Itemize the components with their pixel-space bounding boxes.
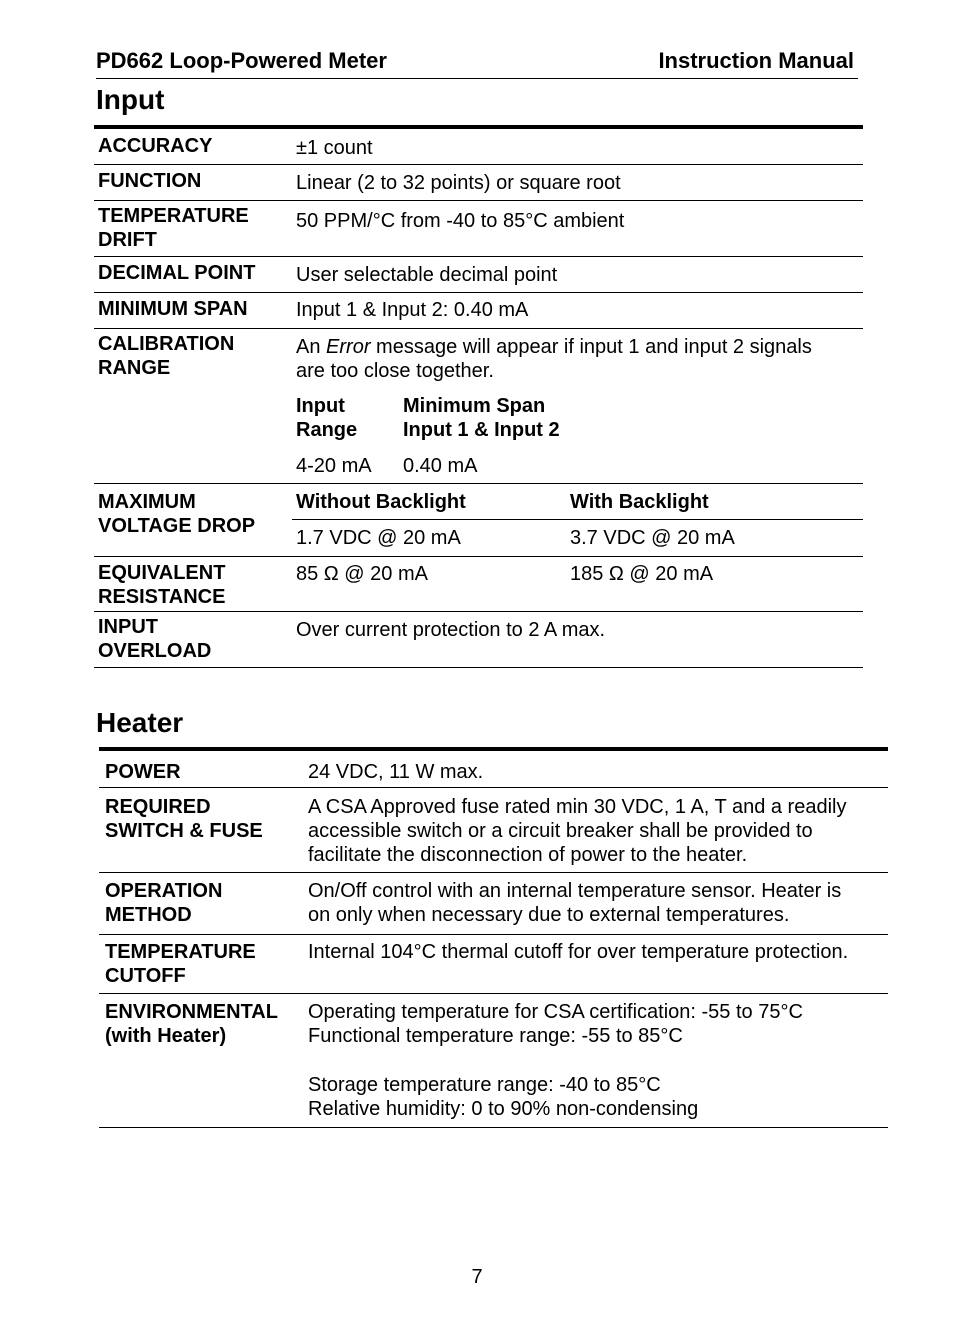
- doc-title: PD662 Loop-Powered Meter: [96, 48, 387, 73]
- input-section-title: Input: [96, 84, 165, 115]
- header-line: Input 1 & Input 2: [403, 419, 560, 441]
- label-line: RESISTANCE: [98, 586, 226, 608]
- text-line: Relative humidity: 0 to 90% non-condensing: [308, 1098, 699, 1120]
- label-minimum-span: MINIMUM SPAN: [98, 298, 248, 320]
- label-line: VOLTAGE DROP: [98, 515, 256, 537]
- heater-section-title: Heater: [96, 707, 184, 738]
- value-operation-method: [308, 879, 841, 927]
- label-switch-fuse: [105, 795, 263, 843]
- label-line: OPERATION: [105, 880, 223, 902]
- row-max-voltage-drop: [94, 484, 863, 557]
- col-header-without-backlight: Without Backlight: [296, 491, 466, 513]
- label-line: MAXIMUM: [98, 491, 196, 513]
- doc-type: Instruction Manual: [658, 48, 854, 73]
- label-line: EQUIVALENT: [98, 562, 226, 584]
- label-accuracy: ACCURACY: [98, 135, 213, 157]
- row-calibration-range: [94, 329, 863, 484]
- value-resistance-with: 185 Ω @ 20 mA: [570, 563, 714, 585]
- text-line: On/Off control with an internal temperature sensor. Heater is: [308, 880, 842, 902]
- text-line: Storage temperature range: -40 to 85°C: [308, 1074, 661, 1096]
- text-line: facilitate the disconnection of power to the heater.: [308, 844, 748, 866]
- label-environmental: [105, 1000, 278, 1048]
- row-environmental: [99, 994, 888, 1128]
- text-line: Functional temperature range: -55 to 85°C: [308, 1025, 683, 1047]
- col-header-input-range: [296, 394, 357, 442]
- row-function: [94, 165, 863, 201]
- row-switch-fuse: [99, 788, 888, 873]
- label-line: CALIBRATION: [98, 333, 235, 355]
- cell-minimum-span: 0.40 mA: [403, 455, 478, 477]
- value-power: 24 VDC, 11 W max.: [308, 761, 484, 783]
- label-function: FUNCTION: [98, 170, 202, 192]
- label-line: (with Heater): [105, 1025, 227, 1047]
- calibration-note-line1: [296, 335, 812, 359]
- row-decimal-point: [94, 257, 863, 293]
- label-line: RANGE: [98, 357, 171, 379]
- label-power: POWER: [105, 761, 181, 783]
- page-number: 7: [471, 1266, 483, 1288]
- cell-input-range: 4-20 mA: [296, 455, 372, 477]
- label-line: METHOD: [105, 904, 192, 926]
- header-line: Range: [296, 419, 358, 441]
- row-temperature-drift: [94, 201, 863, 257]
- row-accuracy: [94, 129, 863, 165]
- row-minimum-span: [94, 293, 863, 329]
- value-temperature-cutoff: Internal 104°C thermal cutoff for over temperature protection.: [308, 941, 849, 963]
- heater-spec-table: [99, 747, 888, 1128]
- label-max-voltage-drop: [98, 490, 255, 538]
- label-line: ENVIRONMENTAL: [105, 1001, 278, 1023]
- col-header-with-backlight: With Backlight: [570, 491, 709, 513]
- value-minimum-span: Input 1 & Input 2: 0.40 mA: [296, 299, 529, 321]
- note-text: An: [296, 336, 327, 358]
- value-resistance-without: 85 Ω @ 20 mA: [296, 563, 428, 585]
- label-line: SWITCH & FUSE: [105, 820, 263, 842]
- input-spec-table: [94, 125, 863, 668]
- label-line: OVERLOAD: [98, 640, 212, 662]
- text-line: A CSA Approved fuse rated min 30 VDC, 1 A, T and a readily: [308, 796, 847, 818]
- label-line: CUTOFF: [105, 965, 186, 987]
- label-temperature-drift: [98, 204, 249, 252]
- label-input-overload: [98, 615, 211, 663]
- label-operation-method: [105, 879, 222, 927]
- value-switch-fuse: [308, 795, 846, 867]
- label-calibration-range: [98, 332, 234, 380]
- row-equivalent-resistance: [94, 557, 863, 612]
- label-equivalent-resistance: [98, 561, 225, 609]
- row-operation-method: [99, 873, 888, 935]
- value-input-overload: Over current protection to 2 A max.: [296, 619, 606, 641]
- note-error-word: Error: [326, 336, 371, 358]
- row-input-overload: [94, 612, 863, 668]
- value-temperature-drift: 50 PPM/°C from -40 to 85°C ambient: [296, 210, 625, 232]
- value-with-backlight: 3.7 VDC @ 20 mA: [570, 527, 735, 549]
- row-temperature-cutoff: [99, 935, 888, 994]
- row-power: [99, 751, 888, 788]
- page-header: [96, 48, 858, 79]
- text-line: on only when necessary due to external temperatures.: [308, 904, 790, 926]
- text-line: accessible switch or a circuit breaker shall be provided to: [308, 820, 813, 842]
- note-text: message will appear if input 1 and input 2 signals: [370, 336, 812, 358]
- header-line: Minimum Span: [403, 395, 546, 417]
- calibration-note-line2: are too close together.: [296, 360, 494, 382]
- value-function: Linear (2 to 32 points) or square root: [296, 172, 621, 194]
- label-line: TEMPERATURE: [105, 941, 256, 963]
- label-temperature-cutoff: [105, 940, 256, 988]
- value-accuracy: ±1 count: [296, 137, 373, 159]
- value-decimal-point: User selectable decimal point: [296, 264, 558, 286]
- label-line: REQUIRED: [105, 796, 211, 818]
- value-environmental-b: [308, 1073, 698, 1121]
- value-without-backlight: 1.7 VDC @ 20 mA: [296, 527, 461, 549]
- col-header-minimum-span: [403, 394, 560, 442]
- label-decimal-point: DECIMAL POINT: [98, 262, 256, 284]
- label-line: TEMPERATURE: [98, 205, 249, 227]
- header-line: Input: [296, 395, 345, 417]
- label-line: DRIFT: [98, 229, 157, 251]
- label-line: INPUT: [98, 616, 158, 638]
- divider: [292, 519, 863, 520]
- value-environmental-a: [308, 1000, 803, 1048]
- text-line: Operating temperature for CSA certification: -55 to 75°C: [308, 1001, 803, 1023]
